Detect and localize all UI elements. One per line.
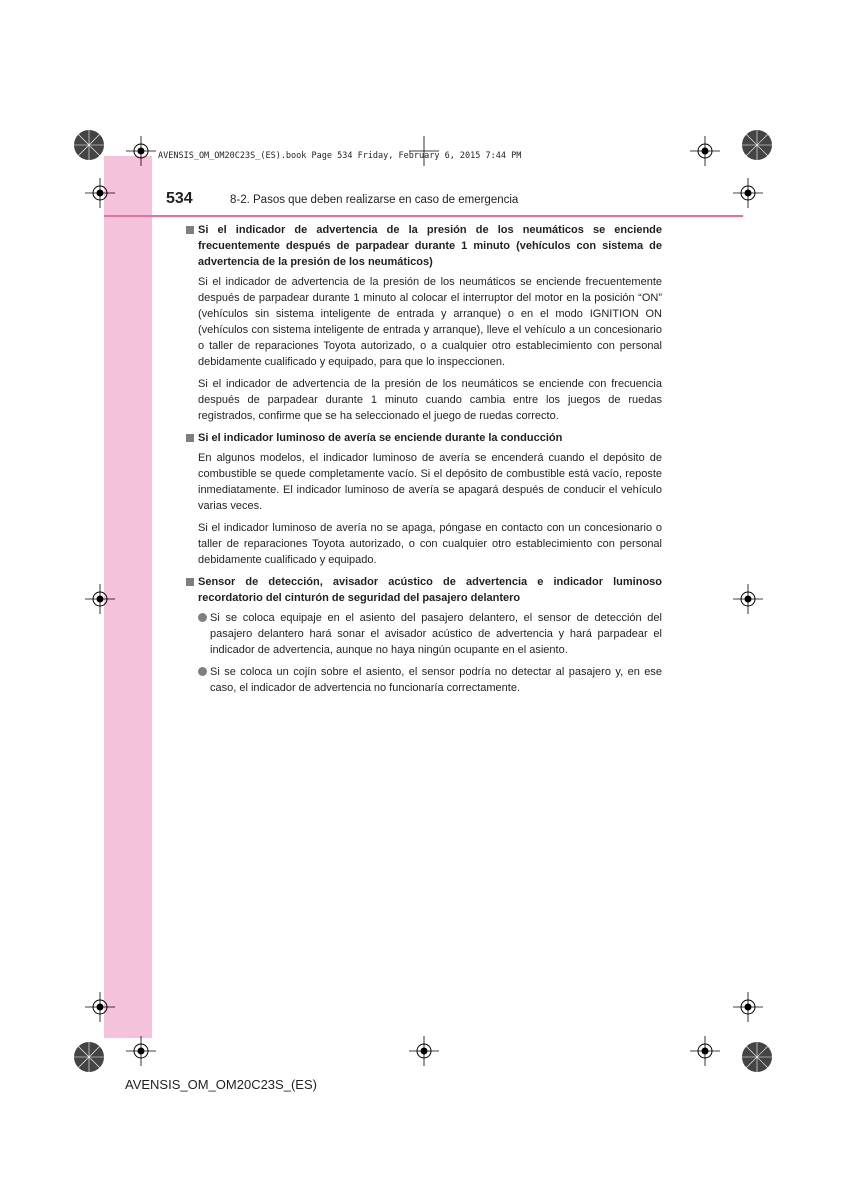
registration-mark-icon [733, 992, 763, 1022]
round-bullet-icon [198, 667, 207, 676]
registration-mark-icon [85, 992, 115, 1022]
calibration-rosette-icon [740, 128, 774, 162]
paragraph: Si el indicador de advertencia de la presión de los neumáticos se enciende con frecuencia después de parpadear durante 1 minuto cuando cambia entre los juegos de ruedas registrados, confirme que se ha seleccionado el juego de ruedas correcto. [198, 378, 662, 422]
paragraph: Si el indicador luminoso de avería no se apaga, póngase en contacto con un concesionario o taller de reparaciones Toyota autorizado, o con cualquier otro establecimiento con personal debidamente cualificado y equipado. [198, 522, 662, 566]
print-imprint: AVENSIS_OM_OM20C23S_(ES).book Page 534 Friday, February 6, 2015 7:44 PM [158, 151, 522, 161]
registration-mark-icon [733, 584, 763, 614]
paragraph: En algunos modelos, el indicador luminoso de avería se encenderá cuando el depósito de combustible se quede completamente vacío. Si el depósito de combustible está vacío, reposte inmediatamente. El indicador luminoso de avería se apagará después de conducir el vehículo varias veces. [198, 452, 662, 512]
registration-mark-icon [690, 136, 720, 166]
square-bullet-icon [186, 578, 194, 586]
bullet-item: Si se coloca equipaje en el asiento del pasajero delantero, el sensor de detección del pasajero delantero hará sonar el avisador acústico de advertencia y hará parpadear el indicador de advertencia, aunque no haya ningún ocupante en el asiento. [198, 610, 662, 658]
bullet-item: Si se coloca un cojín sobre el asiento, el sensor podría no detectar al pasajero y, en ese caso, el indicador de advertencia no funcionaría correctamente. [198, 664, 662, 696]
section-heading: Si el indicador de advertencia de la presión de los neumáticos se enciende frecuentemente después de parpadear durante 1 minuto (vehículos con sistema de advertencia de la presión de los neumáticos) [186, 222, 662, 270]
calibration-rosette-icon [740, 1040, 774, 1074]
registration-mark-icon [85, 584, 115, 614]
section-heading: Si el indicador luminoso de avería se enciende durante la conducción [186, 430, 662, 446]
registration-mark-icon [409, 1036, 439, 1066]
round-bullet-icon [198, 613, 207, 622]
registration-mark-icon [690, 1036, 720, 1066]
registration-mark-icon [126, 136, 156, 166]
paragraph: Si el indicador de advertencia de la presión de los neumáticos se enciende frecuentemente después de parpadear durante 1 minuto al colocar el interruptor del motor en la posición “ON” (vehículos sin sistema inteligente de entrada y arranque) o en el modo IGNITION ON (vehículos con sistema inteligente de entrada y arranque), lleve el vehículo a un concesionario o taller de reparaciones Toyota autorizado, o a cualquier otro establecimiento con personal debidamente cualificado y equipado, para que lo inspeccionen. [198, 276, 662, 368]
header-rule [104, 215, 743, 217]
square-bullet-icon [186, 434, 194, 442]
section-tpws [186, 222, 662, 424]
section-seatbelt-sensor [186, 574, 662, 696]
calibration-rosette-icon [72, 1040, 106, 1074]
registration-mark-icon [126, 1036, 156, 1066]
registration-mark-icon [409, 136, 439, 166]
square-bullet-icon [186, 226, 194, 234]
calibration-rosette-icon [72, 128, 106, 162]
section-title: 8-2. Pasos que deben realizarse en caso de emergencia [230, 194, 519, 206]
registration-mark-icon [85, 178, 115, 208]
page-body [186, 222, 662, 702]
section-malfunction-lamp [186, 430, 662, 568]
page-number: 534 [166, 190, 193, 207]
registration-mark-icon [733, 178, 763, 208]
footer-code: AVENSIS_OM_OM20C23S_(ES) [125, 1077, 317, 1092]
section-heading: Sensor de detección, avisador acústico de advertencia e indicador luminoso recordatorio del cinturón de seguridad del pasajero delantero [186, 574, 662, 606]
